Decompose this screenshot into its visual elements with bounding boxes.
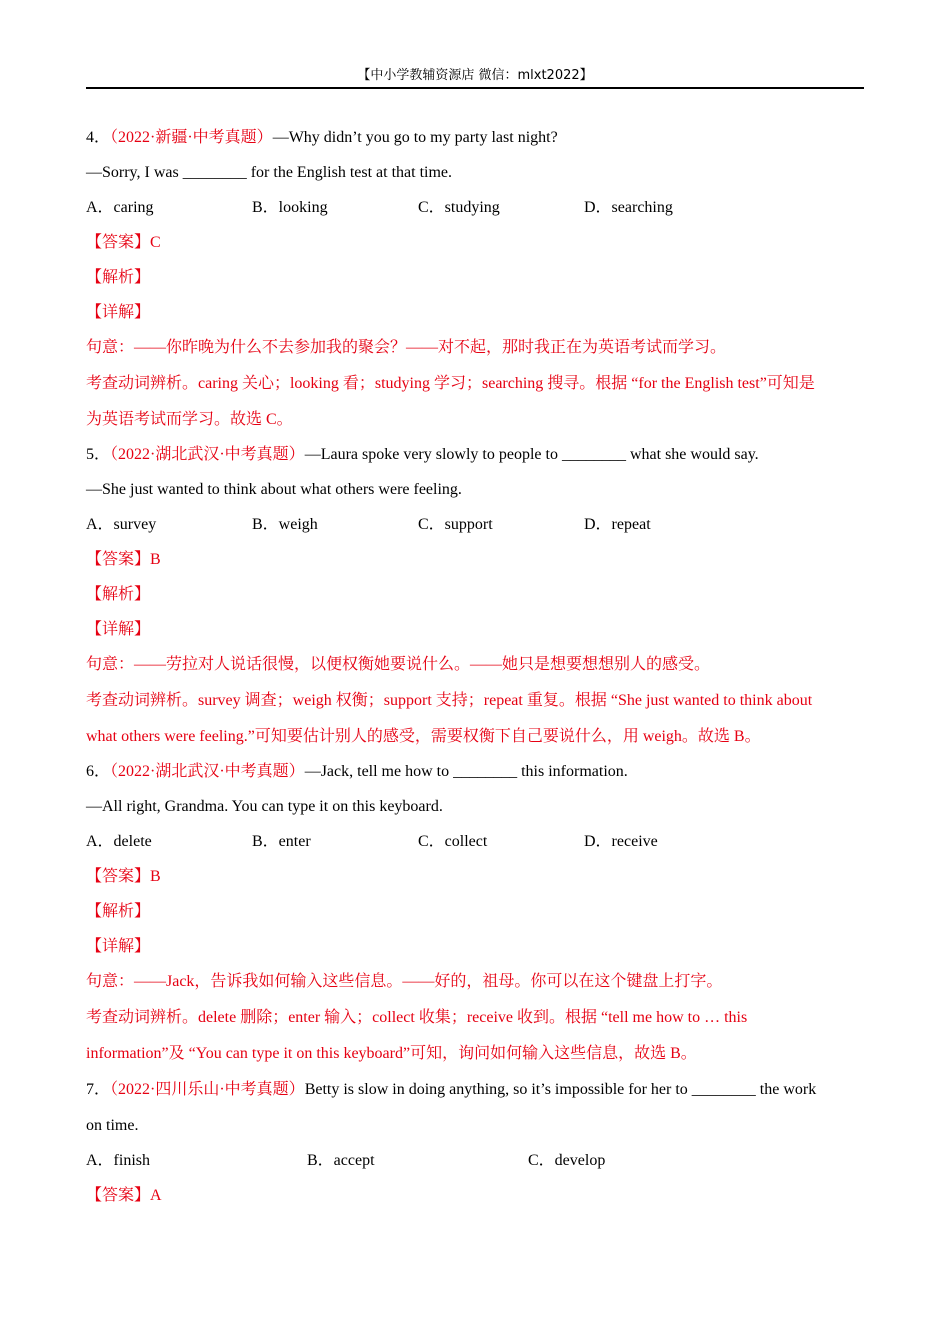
document-body — [86, 120, 864, 1213]
answer-label: 【答案】 — [86, 551, 151, 568]
translation: 句意：——劳拉对人说话很慢，以便权衡她要说什么。——她只是想要想想别人的感受。 — [86, 656, 711, 673]
answer-value: A — [150, 1187, 162, 1204]
option-b: B．weigh — [252, 516, 318, 533]
option-b: B．accept — [307, 1152, 375, 1169]
answer-line — [86, 542, 864, 577]
translation: 句意：——Jack，告诉我如何输入这些信息。——好的，祖母。你可以在这个键盘上打字。 — [86, 973, 723, 990]
analysis-label: 【解析】 — [86, 269, 151, 286]
answer-label: 【答案】 — [86, 1187, 151, 1204]
question-source: （2022·新疆·中考真题） — [110, 129, 273, 146]
question-line2: on time. — [86, 1117, 139, 1134]
question-text: Betty is slow in doing anything, so it’s impossible for her to ________ the work — [304, 1081, 817, 1098]
page-header — [86, 66, 864, 89]
answer-line — [86, 225, 864, 260]
answer-value: C — [150, 234, 161, 251]
option-a: A．delete — [86, 833, 152, 850]
question-source: （2022·湖北武汉·中考真题） — [110, 446, 305, 463]
question-stem — [86, 754, 864, 789]
translation: 句意：——你昨晚为什么不去参加我的聚会？——对不起，那时我正在为英语考试而学习。 — [86, 339, 727, 356]
detail-label: 【详解】 — [86, 938, 151, 955]
option-a: A．finish — [86, 1152, 151, 1169]
detail-label: 【详解】 — [86, 304, 151, 321]
answer-line — [86, 859, 864, 894]
question-stem — [86, 1071, 864, 1108]
option-a: A．caring — [86, 199, 154, 216]
question-7 — [86, 1071, 864, 1213]
options-row — [86, 190, 864, 225]
question-source: （2022·湖北武汉·中考真题） — [110, 763, 305, 780]
explanation-line1: 考查动词辨析。caring 关心；looking 看；studying 学习；searching 搜寻。根据 “for the English test”可知是 — [86, 375, 815, 392]
question-5 — [86, 437, 864, 754]
question-text: —Why didn’t you go to my party last night? — [272, 129, 558, 146]
option-d: D．repeat — [584, 516, 651, 533]
answer-label: 【答案】 — [86, 234, 151, 251]
explanation-line1: 考查动词辨析。delete 删除；enter 输入；collect 收集；receive 收到。根据 “tell me how to … this — [86, 1009, 748, 1026]
option-b: B．enter — [252, 833, 311, 850]
question-stem — [86, 437, 864, 472]
explanation-line1: 考查动词辨析。survey 调查；weigh 权衡；support 支持；repeat 重复。根据 “She just wanted to think about — [86, 692, 813, 709]
question-stem — [86, 120, 864, 155]
analysis-label: 【解析】 — [86, 903, 151, 920]
explanation-line2: information”及 “You can type it on this keyboard”可知，询问如何输入这些信息，故选 B。 — [86, 1045, 697, 1062]
answer-value: B — [150, 551, 161, 568]
option-c: C．studying — [418, 199, 500, 216]
question-text: —Jack, tell me how to ________ this information. — [304, 763, 628, 780]
question-number: 6． — [86, 763, 111, 780]
analysis-label: 【解析】 — [86, 586, 151, 603]
detail-label: 【详解】 — [86, 621, 151, 638]
option-b: B．looking — [252, 199, 328, 216]
options-row — [86, 1143, 864, 1178]
question-6 — [86, 754, 864, 1071]
question-line2: —She just wanted to think about what others were feeling. — [86, 481, 462, 498]
explanation-line2: what others were feeling.”可知要估计别人的感受，需要权衡下自己要说什么，用 weigh。故选 B。 — [86, 728, 761, 745]
options-row — [86, 507, 864, 542]
question-number: 4． — [86, 129, 111, 146]
answer-value: B — [150, 868, 161, 885]
question-number: 5． — [86, 446, 111, 463]
answer-label: 【答案】 — [86, 868, 151, 885]
question-4 — [86, 120, 864, 437]
option-c: C．develop — [528, 1152, 606, 1169]
question-text: —Laura spoke very slowly to people to ________ what she would say. — [304, 446, 759, 463]
explanation-line2: 为英语考试而学习。故选 C。 — [86, 411, 293, 428]
question-line2: —All right, Grandma. You can type it on this keyboard. — [86, 798, 443, 815]
option-a: A．survey — [86, 516, 157, 533]
header-text: 【中小学教辅资源店 微信：mlxt2022】 — [357, 68, 593, 83]
answer-line — [86, 1178, 864, 1213]
question-line2: —Sorry, I was ________ for the English test at that time. — [86, 164, 453, 181]
question-number: 7． — [86, 1081, 111, 1098]
option-c: C．collect — [418, 833, 488, 850]
option-c: C．support — [418, 516, 493, 533]
question-source: （2022·四川乐山·中考真题） — [110, 1081, 305, 1098]
options-row — [86, 824, 864, 859]
option-d: D．receive — [584, 833, 658, 850]
option-d: D．searching — [584, 199, 673, 216]
